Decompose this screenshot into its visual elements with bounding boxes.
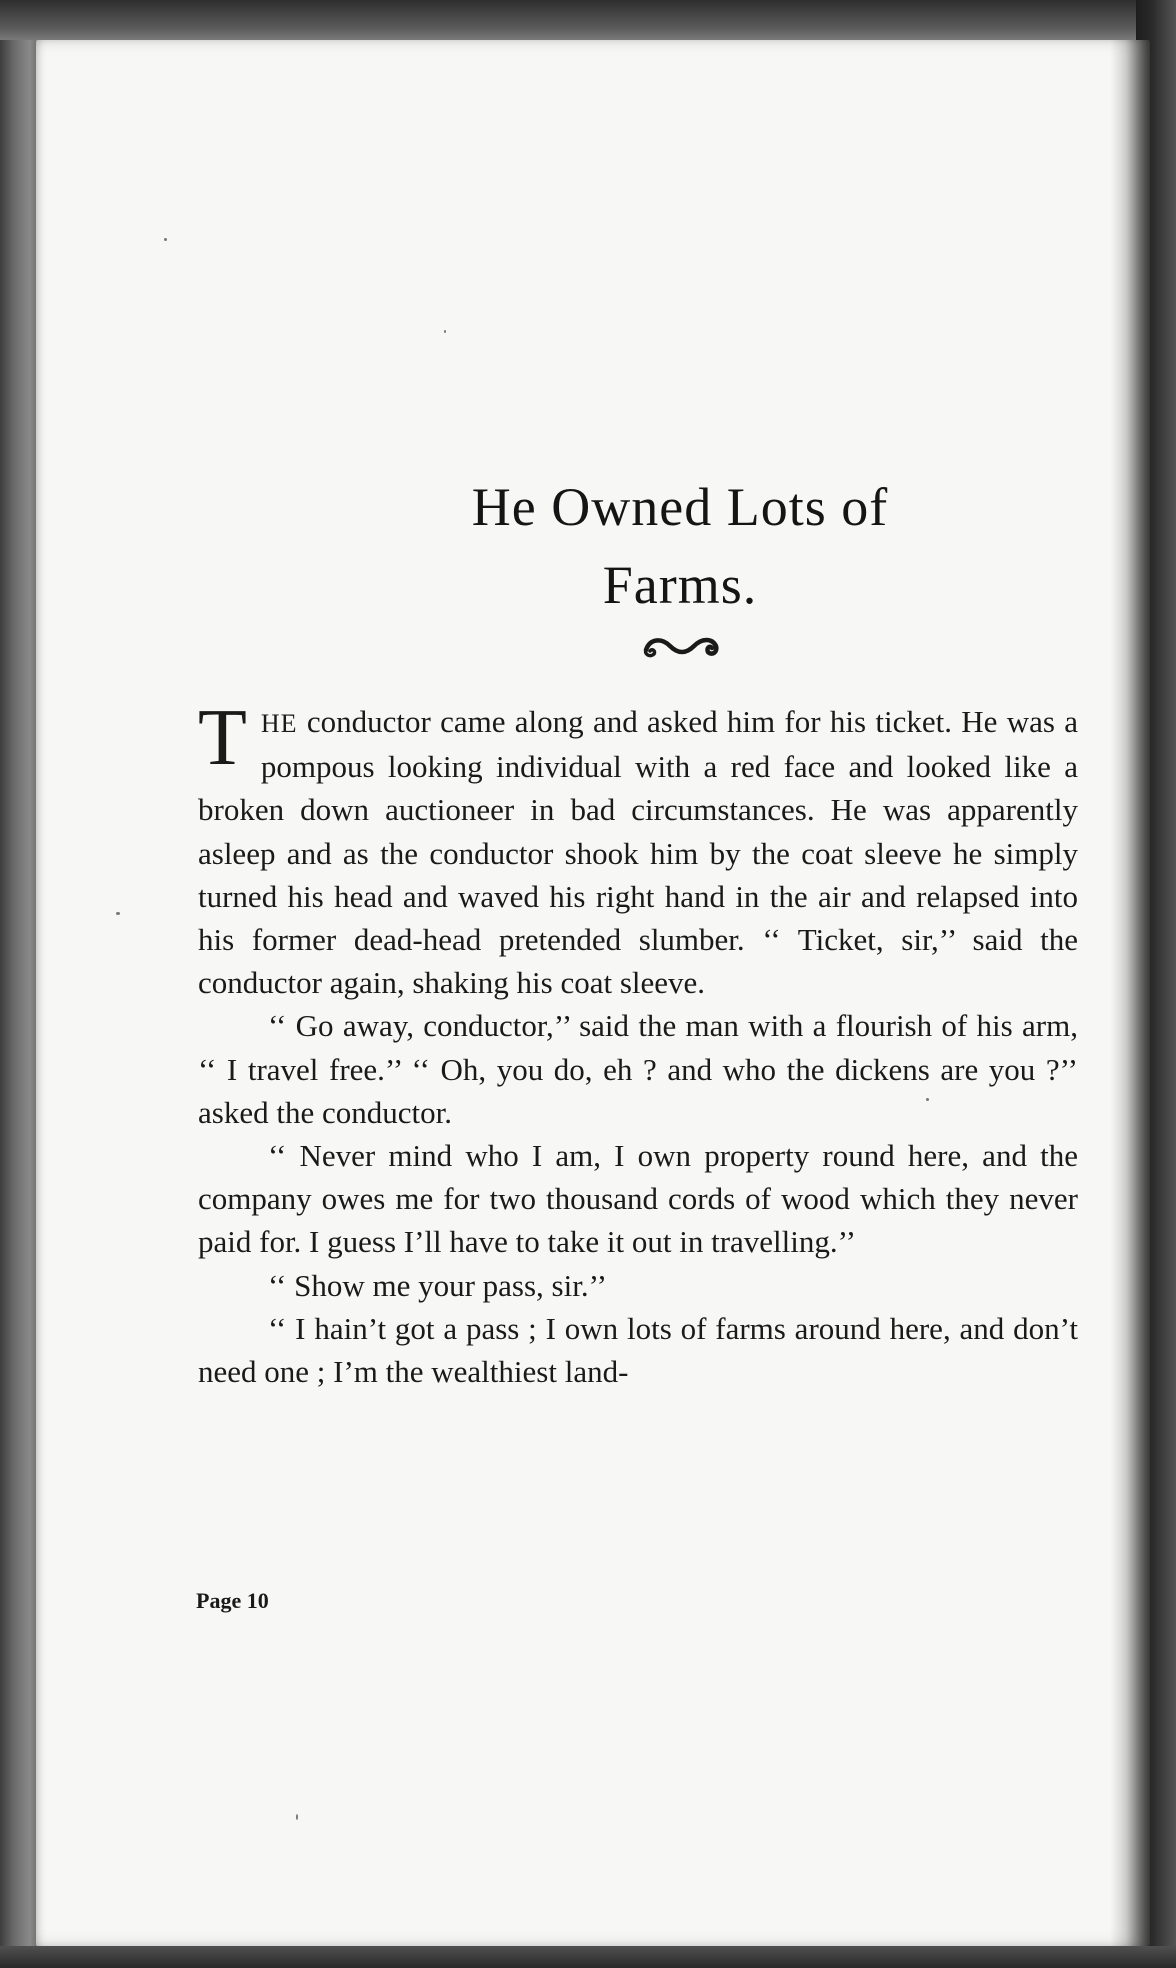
gutter-shadow <box>1110 40 1150 1946</box>
drop-cap-letter: T <box>198 694 247 782</box>
page-number: Page 10 <box>196 1588 269 1613</box>
paragraph-4: ‘‘ Show me your pass, sir.’’ <box>268 1267 607 1303</box>
chapter-title-line-2: Farms. <box>602 555 758 615</box>
paragraph-5: ‘‘ I hain’t got a pass ; I own lots of farms around here, and don’t need one ; I’m the wealthiest land- <box>198 1310 1078 1390</box>
chapter-title <box>420 468 940 624</box>
chapter-title-line-1: He Owned Lots of <box>471 477 889 537</box>
book-bottom-edge <box>0 1946 1176 1968</box>
paragraph-1 <box>198 694 1078 1004</box>
page-speck <box>164 238 167 241</box>
page-speck <box>444 330 446 333</box>
page-speck <box>116 912 120 915</box>
page-speck <box>296 1814 298 1820</box>
paragraph-3: ‘‘ Never mind who I am, I own property round here, and the company owes me for two thousand cords of wood which they never paid for. I guess I’ll have to take it out in travelling.’’ <box>198 1138 1078 1260</box>
story-body <box>198 694 1078 1393</box>
paragraph-2: ‘‘ Go away, conductor,’’ said the man with a flourish of his arm, ‘‘ I travel free.’’ ‘‘ Oh, you do, eh ? and who the dickens are you ?’’ asked the conductor. <box>198 1008 1078 1130</box>
opening-small-caps: HE <box>260 709 298 738</box>
paragraph-1-text: conductor came along and asked him for his ticket. He was a pompous looking individual with a red face and looked like a broken down auctioneer in bad circumstances. He was apparently asleep and as the conductor shook him by the coat sleeve he simply turned his head and waved his right hand in the air and relapsed into his former dead-head pretended slumber. ‘‘ Ticket, sir,’’ said the conductor again, shaking his coat sleeve. <box>198 704 1078 1001</box>
book-top-edge <box>0 0 1176 40</box>
scroll-ornament-icon <box>640 632 722 662</box>
